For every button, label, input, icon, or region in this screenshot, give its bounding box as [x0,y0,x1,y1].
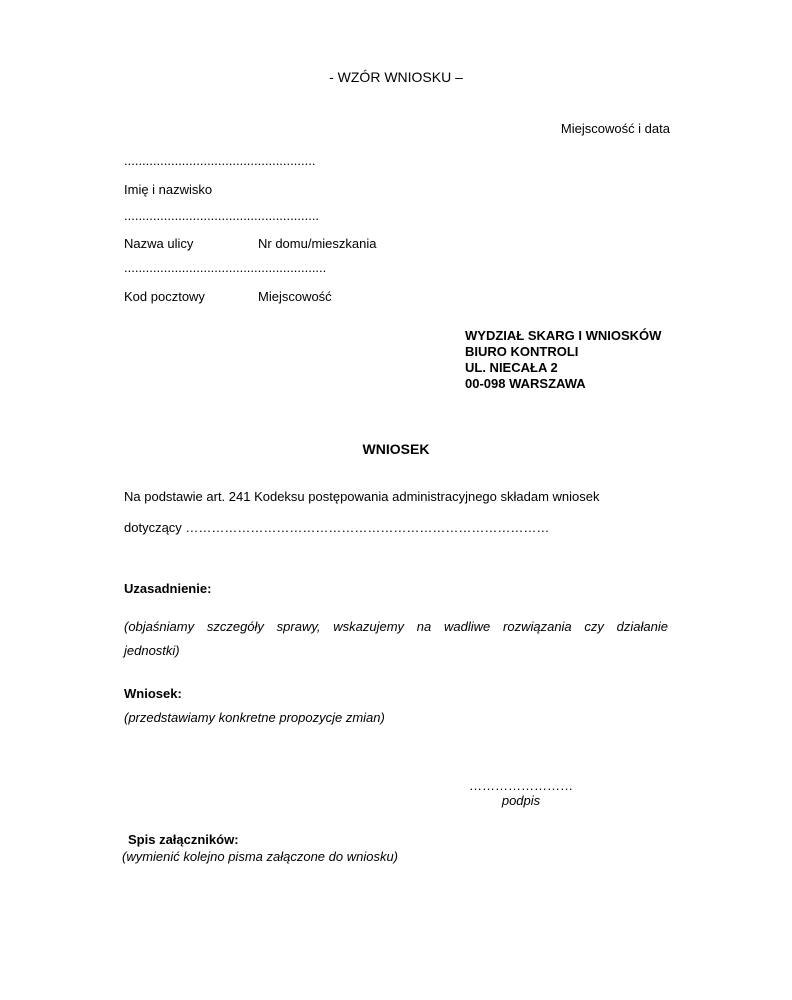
justification-hint-line-1: (objaśniamy szczegóły sprawy, wskazujemy na wadliwe rozwiązania czy działanie [124,619,668,634]
street-label: Nazwa ulicy [124,236,194,251]
intro-paragraph-line-2: dotyczący ………………………………………………………………………… [124,520,550,535]
justification-hint-line-2: jednostki) [124,643,180,658]
postal-row [124,289,332,304]
street-fill-line: ...................................................... [124,208,320,223]
attachments-heading: Spis załączników: [128,832,239,847]
signature-fill-line: …………………… [469,778,573,793]
city-label: Miejscowość [258,289,332,304]
place-date-label: Miejscowość i data [560,121,670,136]
request-heading: Wniosek: [124,686,182,701]
recipient-line-1: WYDZIAŁ SKARG I WNIOSKÓW [465,328,662,343]
recipient-address-block [465,328,661,392]
name-label: Imię i nazwisko [124,182,213,197]
attachments-hint: (wymienić kolejno pisma załączone do wniosku) [122,849,399,864]
street-row [124,236,377,251]
request-hint: (przedstawiamy konkretne propozycje zmian) [124,710,385,725]
postal-code-label: Kod pocztowy [124,289,205,304]
recipient-line-3: UL. NIECAŁA 2 [465,360,558,375]
signature-block [436,778,606,808]
justification-heading: Uzasadnienie: [124,581,212,596]
signature-label: podpis [501,793,541,808]
recipient-line-2: BIURO KONTROLI [465,344,579,359]
intro-paragraph-line-1: Na podstawie art. 241 Kodeksu postępowania administracyjnego składam wniosek [124,489,600,504]
name-fill-line: ..................................................... [124,153,316,168]
recipient-line-4: 00-098 WARSZAWA [465,376,586,391]
document-heading: WNIOSEK [362,441,430,457]
house-number-label: Nr domu/mieszkania [258,236,377,251]
document-title: - WZÓR WNIOSKU – [329,69,463,85]
postal-fill-line: ........................................................ [124,260,327,275]
